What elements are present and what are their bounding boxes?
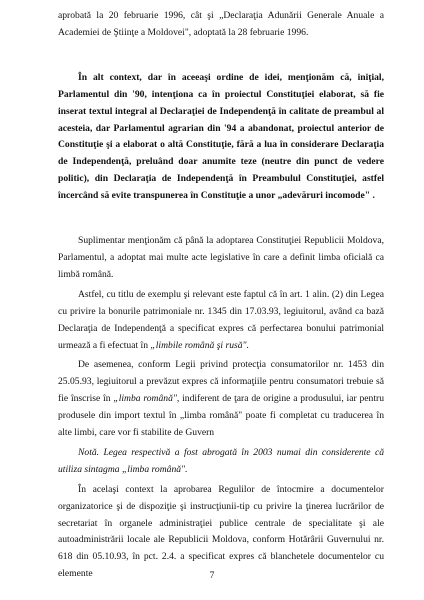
italic-quote: „limba română": [113, 393, 177, 405]
paragraph-note: Notă. Legea respectivă a fost abrogată în 2003 numai din considerente că utiliza sintagma „limba română".: [58, 446, 384, 475]
paragraph-text: De asemenea, conform Legii privind protecţia consumatorilor nr. 1453 din 25.05.93, legiuitorul a prevăzut expres că informaţiile pentru consumatori trebuie să fie înscrise în: [58, 359, 384, 405]
paragraph-regulations: În acelaşi context la aprobarea Regulilor de întocmire a documentelor organizatorice şi de dispoziţie şi instrucţiunii-tip cu privire la ţinerea lucrărilor de secretariat în organele administraţiei publice centrale de specialitate şi ale autoadministrării locale ale Republicii Moldova, conform Hotărârii Guvernului nr. 618 din 05.10.93, în pct. 2.4. a specificat expres că blanchetele documentelor cu elemente: [58, 483, 384, 580]
paragraph-consumatori: [58, 357, 384, 442]
paragraph-text: Astfel, cu titlu de exemplu şi relevant este faptul că în art. 1 alin. (2) din Legea cu privire la bonurile patrimoniale nr. 1345 din 17.03.93, legiuitorul, având ca bază Declaraţia de Independenţă a specificat expres că perfectarea bonului patrimonial urmează a fi efectuat în: [58, 288, 384, 351]
document-page: [58, 8, 384, 598]
paragraph-bold-context: În alt context, dar în aceeaşi ordine de idei, menţionăm că, iniţial, Parlamentul din '90, intenţiona ca în proiectul Constituţiei elaborat, să fie inserat textul integral al Declaraţiei de Independenţă în calitate de preambul al acesteia, dar Parlamentul agrarian din '94 a abandonat, proiectul anterior de Constituţie şi a elaborat o altă Constituţie, fără a lua în considerare Declaraţia de Independenţă, preluând doar anumite teze (neutre din punct de vedere politic), din Declaraţia de Independenţă în Preambulul Constituţiei, astfel încercând să evite transpunerea în Constituţie a unor „adevăruri incomode" .: [58, 71, 384, 202]
italic-quote: „limbile română şi rusă".: [150, 339, 249, 351]
page-number: 7: [209, 570, 215, 581]
paragraph-example-bonuri: [58, 287, 384, 355]
paragraph-continuation: aprobată la 20 februarie 1996, cât şi „Declaraţia Adunării Generale Anuale a Academiei de Ştiinţe a Moldovei", adoptată la 28 februarie 1996.: [58, 10, 384, 38]
paragraph-supplementary: Suplimentar menţionăm că până la adoptarea Constituţiei Republicii Moldova, Parlamentul, a adoptat mai multe acte legislative în care a definit limba oficială ca limbă română.: [58, 235, 384, 280]
paragraph-text: , indiferent de ţara de origine a produsului, iar pentru produsele din import textul în „limba română" poate fi completat cu traducerea în alte limbi, care vor fi stabilite de Guvern: [58, 393, 384, 439]
